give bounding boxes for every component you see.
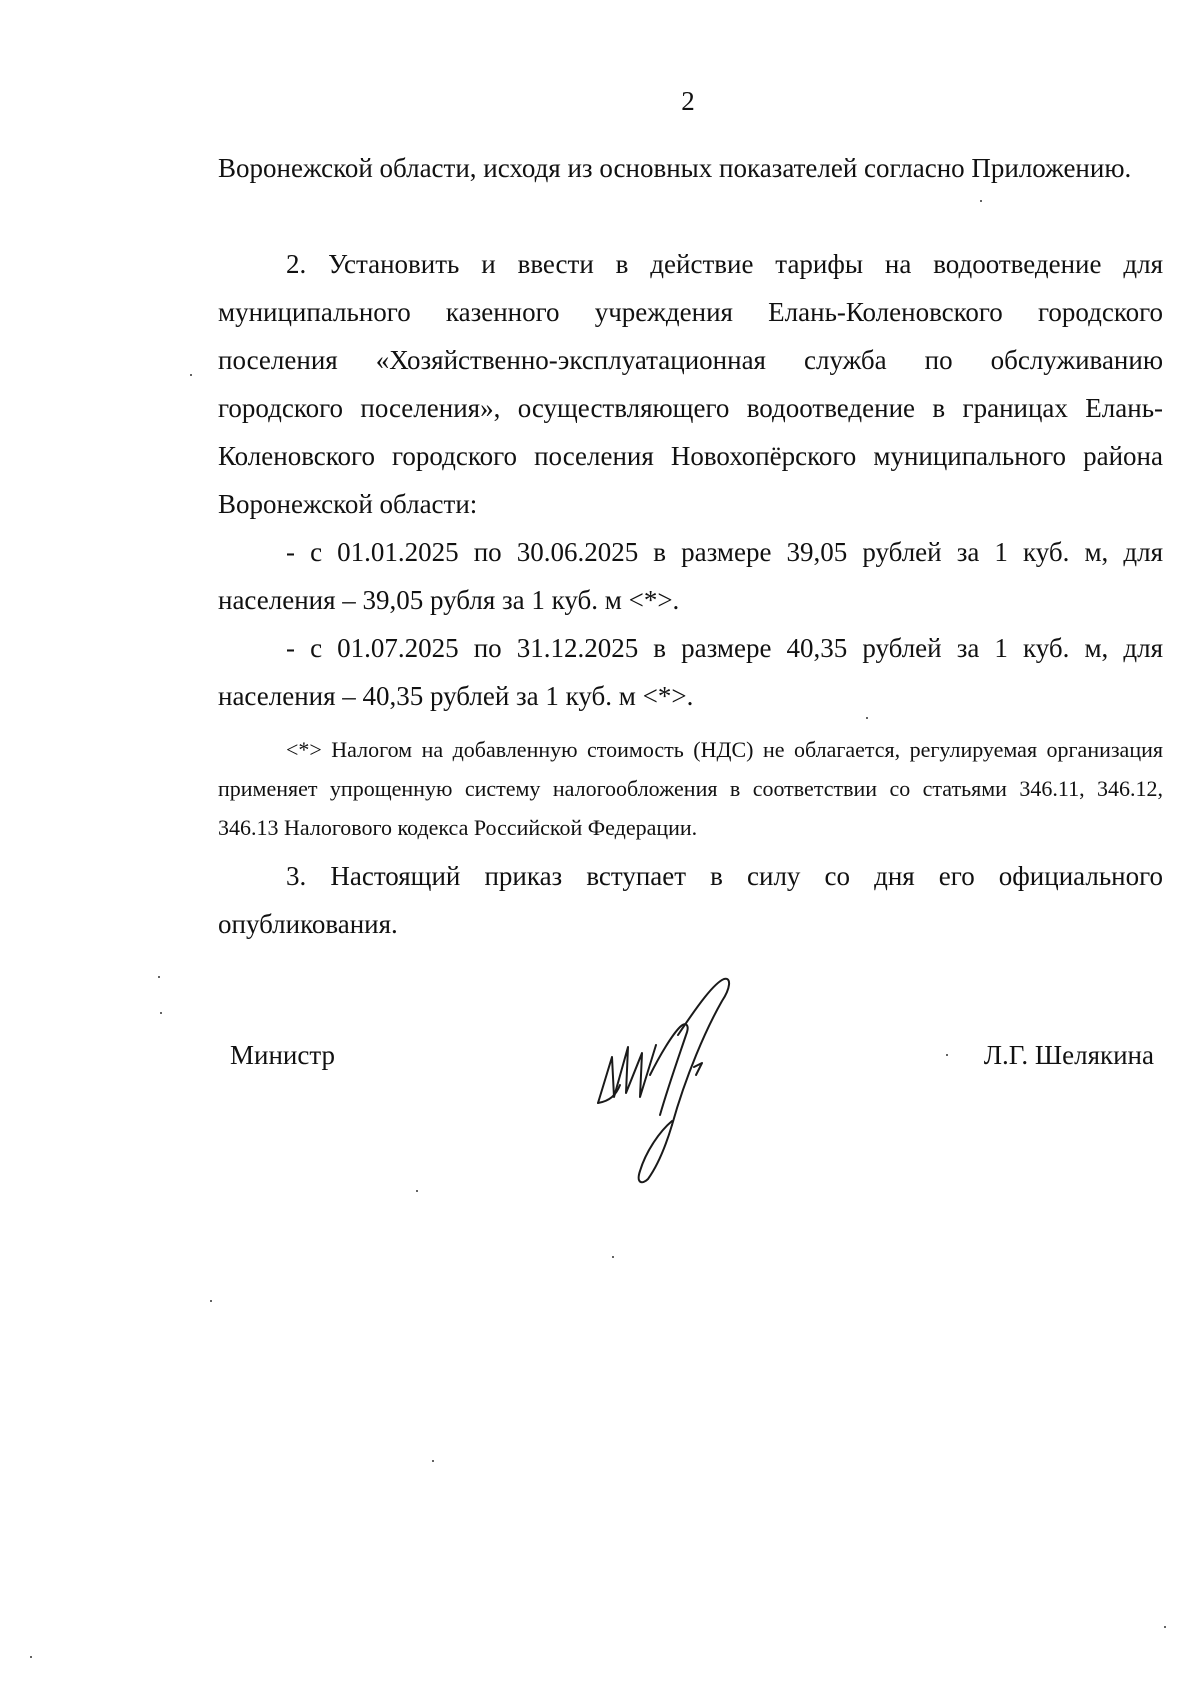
page-number: 2 [681,86,695,116]
paragraph-tariff-1: - с 01.01.2025 по 30.06.2025 в размере 39,05 рублей за 1 куб. м, для населения – 39,05 рубля за 1 куб. м <*>. [218,537,1163,615]
scan-speck [1164,1626,1166,1628]
document-body-tariff-1 [218,528,1163,624]
paragraph-item-3: 3. Настоящий приказ вступает в силу со дня его официального опубликования. [218,861,1163,939]
paragraph-item-2: 2. Установить и ввести в действие тарифы на водоотведение для муниципального казенного учреждения Елань-Коленовского городского поселения «Хозяйственно-эксплуатационная служба по обслуживанию городского поселения», осуществляющего водоотведение в границах Елань-Коленовского городского поселения Новохопёрского муниципального района Воронежской области: [218,249,1163,519]
scan-speck [946,1054,948,1056]
paragraph-tariff-2: - с 01.07.2025 по 31.12.2025 в размере 40,35 рублей за 1 куб. м, для населения – 40,35 рублей за 1 куб. м <*>. [218,633,1163,711]
scan-speck [416,1190,418,1192]
scan-speck [432,1460,434,1462]
scan-speck [866,717,868,719]
paragraph-intro: Воронежской области, исходя из основных показателей согласно Приложению. [218,153,1132,183]
scan-speck [980,200,982,202]
document-body-tariff-2 [218,624,1163,720]
scan-speck [30,1656,32,1658]
document-body-intro [218,144,1163,192]
handwritten-signature [590,975,755,1185]
document-body-item-2 [218,240,1163,528]
scan-speck [210,1300,212,1302]
signatory-position: Министр [230,1040,335,1070]
signatory-name: Л.Г. Шелякина [983,1040,1154,1070]
scan-speck [612,1256,614,1258]
scan-speck [190,374,192,376]
scan-speck [158,976,160,978]
footnote-tax: <*> Налогом на добавленную стоимость (НДС) не облагается, регулируемая организация применяет упрощенную систему налогообложения в соответствии со статьями 346.11, 346.12, 346.13 Налогового кодекса Российской Федерации. [218,737,1163,840]
document-body-item-3 [218,852,1163,948]
scan-speck [160,1012,162,1014]
document-body-note [218,730,1163,847]
